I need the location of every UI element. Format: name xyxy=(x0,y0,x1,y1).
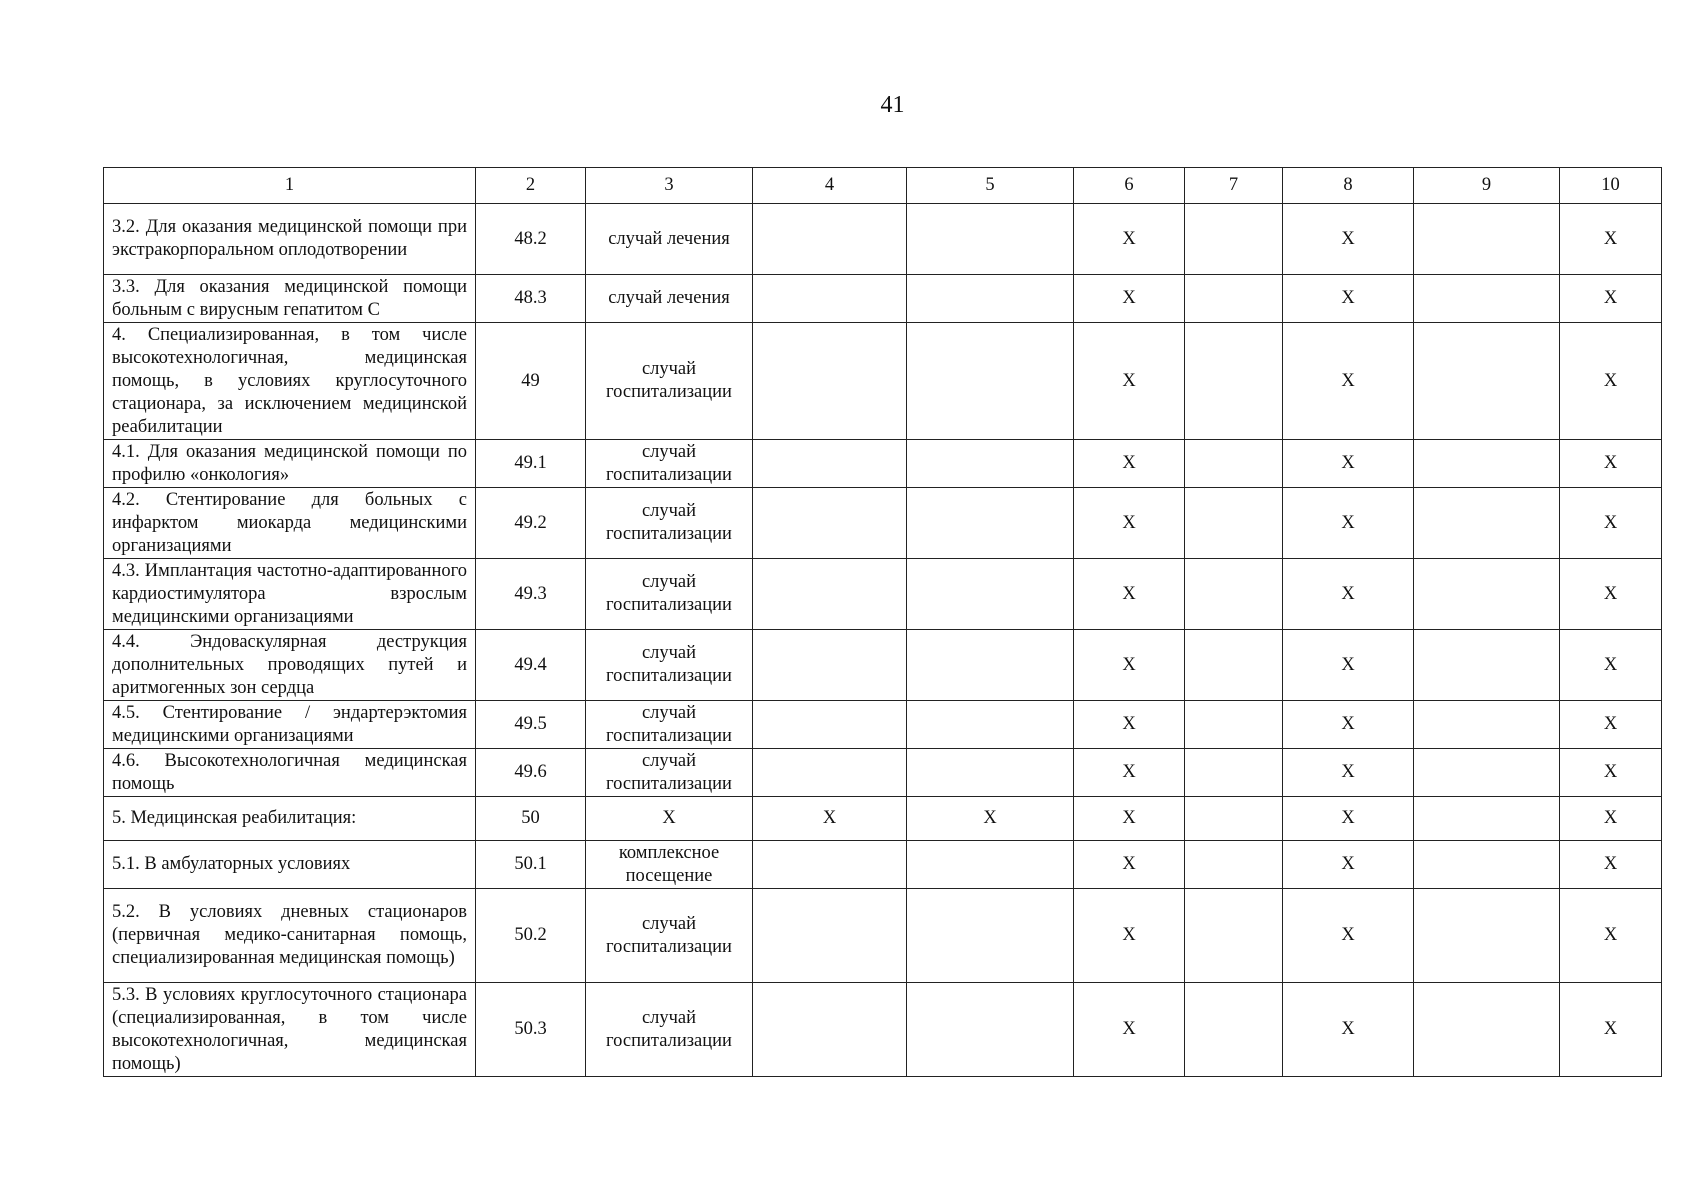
table-cell: X xyxy=(1560,440,1662,488)
table-body xyxy=(104,168,1662,1077)
row-label-cell: 5. Медицинская реабилитация: xyxy=(104,797,476,841)
table-cell: X xyxy=(1560,323,1662,440)
header-cell: 1 xyxy=(104,168,476,204)
table-cell: X xyxy=(586,797,753,841)
table-cell: X xyxy=(1074,701,1185,749)
table-cell xyxy=(907,488,1074,559)
table-cell: X xyxy=(1283,797,1414,841)
table-cell xyxy=(1185,797,1283,841)
table-cell xyxy=(1185,275,1283,323)
table-cell xyxy=(1185,559,1283,630)
row-label-cell: 5.2. В условиях дневных стационаров (первичная медико-санитарная помощь, специализированная медицинская помощь) xyxy=(104,889,476,983)
table-cell xyxy=(753,488,907,559)
table-row xyxy=(104,488,1662,559)
table-cell: X xyxy=(1560,983,1662,1077)
table-cell xyxy=(1414,275,1560,323)
table-cell: X xyxy=(1283,488,1414,559)
row-label-cell: 5.3. В условиях круглосуточного стационара (специализированная, в том числе высокотехнологичная, медицинская помощь) xyxy=(104,983,476,1077)
table-cell xyxy=(1185,323,1283,440)
table-cell: X xyxy=(1560,630,1662,701)
table-cell: 50.2 xyxy=(476,889,586,983)
header-cell: 6 xyxy=(1074,168,1185,204)
table-row xyxy=(104,559,1662,630)
table-cell xyxy=(907,889,1074,983)
table-cell: 49.4 xyxy=(476,630,586,701)
row-label-cell: 4. Специализированная, в том числе высокотехнологичная, медицинская помощь, в условиях круглосуточного стационара, за исключением медицинской реабилитации xyxy=(104,323,476,440)
table-cell xyxy=(753,749,907,797)
table-cell: X xyxy=(1283,983,1414,1077)
table-cell xyxy=(907,983,1074,1077)
row-label-cell: 4.6. Высокотехнологичная медицинская помощь xyxy=(104,749,476,797)
table-cell: X xyxy=(1074,841,1185,889)
table-cell xyxy=(1414,983,1560,1077)
table-cell: случай госпитализации xyxy=(586,488,753,559)
header-cell: 10 xyxy=(1560,168,1662,204)
table-cell xyxy=(753,841,907,889)
row-label-cell: 3.2. Для оказания медицинской помощи при экстракорпоральном оплодотворении xyxy=(104,204,476,275)
table-cell: X xyxy=(1074,204,1185,275)
table-cell: X xyxy=(1283,559,1414,630)
table-cell xyxy=(1185,630,1283,701)
table-row xyxy=(104,701,1662,749)
table-row xyxy=(104,630,1662,701)
table-cell: 49.5 xyxy=(476,701,586,749)
table-cell xyxy=(1414,889,1560,983)
table-cell: X xyxy=(1283,841,1414,889)
header-cell: 2 xyxy=(476,168,586,204)
table-cell: X xyxy=(1560,749,1662,797)
table-cell: X xyxy=(1074,323,1185,440)
table-row xyxy=(104,204,1662,275)
header-cell: 7 xyxy=(1185,168,1283,204)
table-cell xyxy=(1414,630,1560,701)
table-cell: случай лечения xyxy=(586,204,753,275)
header-row xyxy=(104,168,1662,204)
header-cell: 4 xyxy=(753,168,907,204)
table-cell xyxy=(1185,889,1283,983)
table-cell: X xyxy=(1074,440,1185,488)
table-cell: 50 xyxy=(476,797,586,841)
table-cell: X xyxy=(753,797,907,841)
table-cell xyxy=(1414,488,1560,559)
table-cell xyxy=(907,749,1074,797)
table-row xyxy=(104,275,1662,323)
table-cell: 50.1 xyxy=(476,841,586,889)
table-cell xyxy=(907,204,1074,275)
table-cell: X xyxy=(1560,841,1662,889)
row-label-cell: 4.3. Имплантация частотно-адаптированного кардиостимулятора взрослым медицинскими организациями xyxy=(104,559,476,630)
table-cell xyxy=(1414,701,1560,749)
table-cell xyxy=(1414,749,1560,797)
table-cell xyxy=(907,440,1074,488)
table-cell: случай госпитализации xyxy=(586,749,753,797)
table-cell xyxy=(907,323,1074,440)
row-label-cell: 4.5. Стентирование / эндартерэктомия медицинскими организациями xyxy=(104,701,476,749)
table-cell xyxy=(1414,559,1560,630)
table-cell: X xyxy=(1283,630,1414,701)
table-cell xyxy=(1185,204,1283,275)
table-row xyxy=(104,841,1662,889)
table-cell: X xyxy=(1560,275,1662,323)
row-label-cell: 4.2. Стентирование для больных с инфарктом миокарда медицинскими организациями xyxy=(104,488,476,559)
table-cell: случай госпитализации xyxy=(586,630,753,701)
table-cell: X xyxy=(1074,488,1185,559)
table-cell: случай лечения xyxy=(586,275,753,323)
header-cell: 3 xyxy=(586,168,753,204)
table-cell: случай госпитализации xyxy=(586,323,753,440)
table-cell: случай госпитализации xyxy=(586,701,753,749)
table-cell: X xyxy=(1283,440,1414,488)
table-cell: X xyxy=(1283,749,1414,797)
table-cell: X xyxy=(1283,889,1414,983)
table-row xyxy=(104,797,1662,841)
table-cell xyxy=(1185,749,1283,797)
row-label-cell: 4.1. Для оказания медицинской помощи по профилю «онкология» xyxy=(104,440,476,488)
row-label-cell: 3.3. Для оказания медицинской помощи больным с вирусным гепатитом С xyxy=(104,275,476,323)
table-row xyxy=(104,889,1662,983)
table-cell xyxy=(1414,841,1560,889)
table-cell: 48.3 xyxy=(476,275,586,323)
table-cell xyxy=(907,559,1074,630)
table-cell: X xyxy=(907,797,1074,841)
table-cell: 48.2 xyxy=(476,204,586,275)
table-cell: X xyxy=(1560,559,1662,630)
table-cell xyxy=(907,841,1074,889)
table-cell: случай госпитализации xyxy=(586,559,753,630)
table-cell: 49.6 xyxy=(476,749,586,797)
table-cell xyxy=(753,983,907,1077)
table-cell: случай госпитализации xyxy=(586,440,753,488)
table-cell: X xyxy=(1560,701,1662,749)
table-cell: 49.2 xyxy=(476,488,586,559)
table-cell xyxy=(1185,701,1283,749)
table-cell xyxy=(753,630,907,701)
table-row xyxy=(104,749,1662,797)
table-cell: 49.1 xyxy=(476,440,586,488)
table-cell: случай госпитализации xyxy=(586,983,753,1077)
row-label-cell: 5.1. В амбулаторных условиях xyxy=(104,841,476,889)
table-cell: X xyxy=(1074,559,1185,630)
table-cell: X xyxy=(1560,488,1662,559)
table-cell: 49.3 xyxy=(476,559,586,630)
table-row xyxy=(104,323,1662,440)
table-cell: X xyxy=(1074,797,1185,841)
table-cell: X xyxy=(1283,275,1414,323)
table-cell xyxy=(907,701,1074,749)
table-cell xyxy=(907,630,1074,701)
table-row xyxy=(104,983,1662,1077)
table-cell xyxy=(753,701,907,749)
table-cell xyxy=(753,323,907,440)
table-cell xyxy=(1414,204,1560,275)
table-cell: X xyxy=(1283,323,1414,440)
table-cell: X xyxy=(1074,275,1185,323)
table-cell: X xyxy=(1560,204,1662,275)
table-cell: 50.3 xyxy=(476,983,586,1077)
header-cell: 9 xyxy=(1414,168,1560,204)
table-cell xyxy=(1414,323,1560,440)
header-cell: 8 xyxy=(1283,168,1414,204)
table-cell: X xyxy=(1283,204,1414,275)
table-cell: X xyxy=(1560,889,1662,983)
table-cell xyxy=(1414,797,1560,841)
table-cell xyxy=(753,889,907,983)
table-cell: X xyxy=(1074,749,1185,797)
table-cell xyxy=(1185,488,1283,559)
table-cell: случай госпитализации xyxy=(586,889,753,983)
header-cell: 5 xyxy=(907,168,1074,204)
table-cell xyxy=(1414,440,1560,488)
table-cell xyxy=(1185,983,1283,1077)
table-cell xyxy=(1185,440,1283,488)
table-cell: комплексное посещение xyxy=(586,841,753,889)
table-cell: X xyxy=(1074,630,1185,701)
table-cell xyxy=(753,275,907,323)
table-cell: X xyxy=(1283,701,1414,749)
table-cell xyxy=(753,204,907,275)
table-cell: X xyxy=(1560,797,1662,841)
table-cell xyxy=(753,440,907,488)
table-cell: X xyxy=(1074,889,1185,983)
page-number: 41 xyxy=(880,92,905,118)
table-cell: 49 xyxy=(476,323,586,440)
table-cell xyxy=(753,559,907,630)
table-row xyxy=(104,440,1662,488)
table-cell xyxy=(907,275,1074,323)
table-cell: X xyxy=(1074,983,1185,1077)
row-label-cell: 4.4. Эндоваскулярная деструкция дополнительных проводящих путей и аритмогенных зон сердца xyxy=(104,630,476,701)
data-table xyxy=(103,167,1662,1077)
table-cell xyxy=(1185,841,1283,889)
